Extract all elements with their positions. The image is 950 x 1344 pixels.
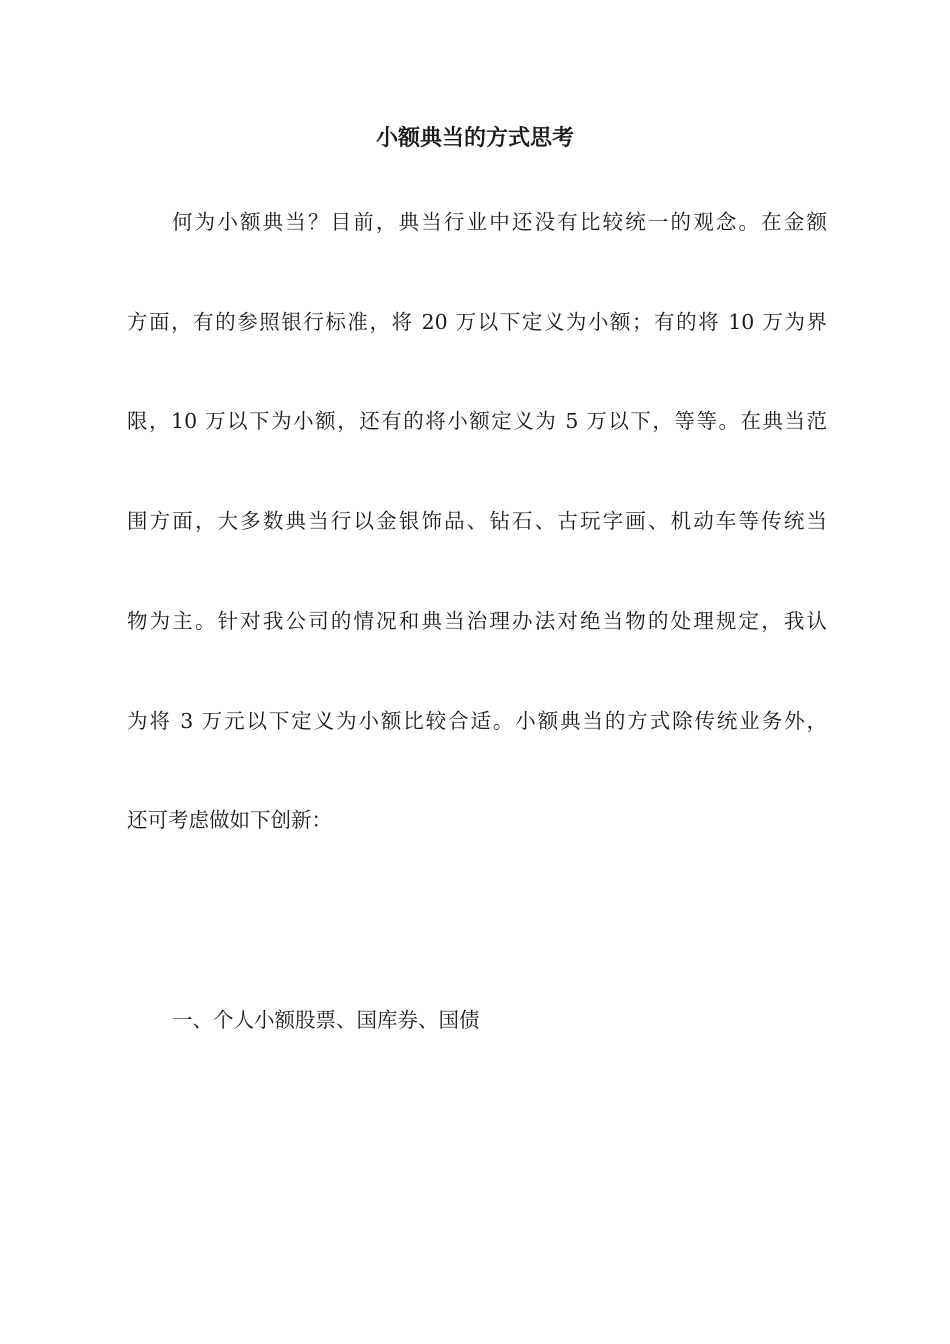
paragraph-line: 何为小额典当？目前，典当行业中还没有比较统一的观念。在金额 [172,210,827,234]
paragraph-line: 方面，有的参照银行标准，将 20 万以下定义为小额；有的将 10 万为界 [127,310,827,334]
paragraph-line: 围方面，大多数典当行以金银饰品、钻石、古玩字画、机动车等传统当 [127,509,827,533]
section-heading: 一、个人小额股票、国库券、国债 [172,1008,480,1032]
paragraph-line: 物为主。针对我公司的情况和典当治理办法对绝当物的处理规定，我认 [127,609,827,633]
document-title: 小额典当的方式思考 [375,126,574,151]
paragraph-line: 还可考虑做如下创新： [127,808,332,832]
paragraph-line: 限，10 万以下为小额，还有的将小额定义为 5 万以下，等等。在典当范 [127,409,827,433]
paragraph-line: 为将 3 万元以下定义为小额比较合适。小额典当的方式除传统业务外， [127,709,827,733]
